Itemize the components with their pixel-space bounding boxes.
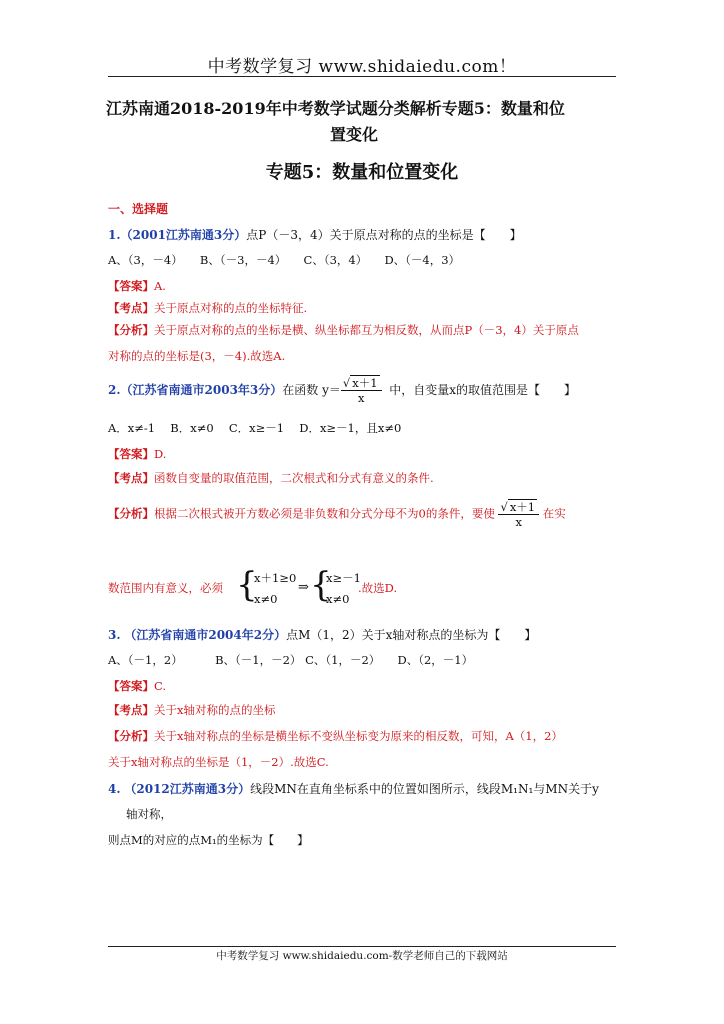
q4-question: 则点M的对应的点M₁的坐标为【 】 bbox=[108, 833, 309, 847]
q1-analysis bbox=[108, 322, 579, 338]
q2-conclusion: .故选D. bbox=[358, 581, 398, 595]
point-label: 【考点】 bbox=[108, 703, 154, 717]
analysis-text: 数范围内有意义，必须 bbox=[108, 581, 223, 595]
analysis-label: 【分析】 bbox=[108, 506, 154, 521]
q3-source: （江苏省南通市2004年2分） bbox=[124, 628, 287, 642]
sys1-line2: x≠0 bbox=[254, 592, 278, 606]
sqrt-expr: x＋1 bbox=[352, 376, 378, 390]
q2-point bbox=[108, 470, 434, 486]
q3-analysis-cont: 关于x轴对称点的坐标是（1，－2）.故选C. bbox=[108, 755, 329, 769]
answer-value: A. bbox=[154, 279, 166, 293]
sqrt-expr: x＋1 bbox=[509, 500, 536, 514]
footer-rule bbox=[108, 946, 616, 947]
q3-point bbox=[108, 702, 275, 718]
q4-source: （2012江苏南通3分） bbox=[124, 782, 251, 796]
q3-number: 3. bbox=[108, 628, 121, 642]
q3-answer bbox=[108, 678, 166, 694]
q2-fraction: $\frac{√ x+1}{x}$ bbox=[341, 376, 382, 405]
q1-point bbox=[108, 300, 307, 316]
answer-value: D. bbox=[154, 447, 167, 461]
question-1 bbox=[108, 226, 522, 243]
q1-options: A、（3，－4） B、（－3，－4） C、（3，4） D、（－4，3） bbox=[108, 253, 461, 267]
answer-label: 【答案】 bbox=[108, 447, 154, 461]
analysis-label: 【分析】 bbox=[108, 323, 154, 337]
q4-number: 4. bbox=[108, 782, 121, 796]
section-heading: 一、选择题 bbox=[108, 202, 169, 216]
q2-text-a: 在函数 bbox=[282, 383, 319, 397]
question-3 bbox=[108, 626, 536, 643]
q1-answer bbox=[108, 278, 166, 294]
brace-2: { bbox=[310, 565, 332, 605]
q2-text-b: 中，自变量x的取值范围是【 】 bbox=[389, 383, 576, 397]
q2-analysis bbox=[108, 500, 566, 529]
q1-text: 点P（－3，4）关于原点对称的点的坐标是【 】 bbox=[246, 228, 522, 242]
q2-analysis-cont bbox=[108, 580, 223, 596]
question-4 bbox=[108, 780, 599, 797]
doc-title: 江苏南通2018-2019年中考数学试题分类解析专题5：数量和位 bbox=[106, 99, 565, 118]
header-rule bbox=[108, 76, 616, 77]
q4-text: 线段MN在直角坐标系中的位置如图所示，线段M₁N₁与MN关于y bbox=[250, 782, 599, 796]
q2-func-y: y＝ bbox=[322, 383, 341, 397]
analysis-text: 关于原点对称的点的坐标是横、纵坐标都互为相反数，从而点P（－3，4）关于原点 bbox=[154, 323, 579, 337]
q4-text-cont: 轴对称， bbox=[126, 807, 172, 821]
sys2-line1: x≥－1 bbox=[326, 571, 361, 585]
denominator: x bbox=[515, 515, 523, 529]
q3-options: A、（－1，2） B、（－1，－2） C、（1，－2） D、（2，－1） bbox=[108, 653, 474, 667]
brace-1: { bbox=[236, 565, 258, 605]
analysis-text: 根据二次根式被开方数必须是非负数和分式分母不为0的条件，要使 bbox=[154, 506, 495, 521]
sys1-line1: x＋1≥0 bbox=[254, 571, 297, 585]
point-text: 关于x轴对称的点的坐标 bbox=[154, 703, 276, 717]
answer-value: C. bbox=[154, 679, 167, 693]
point-label: 【考点】 bbox=[108, 471, 154, 485]
doc-title-cont: 置变化 bbox=[330, 125, 379, 144]
point-label: 【考点】 bbox=[108, 301, 154, 315]
q1-analysis-cont: 对称的点的坐标是(3，－4).故选A. bbox=[108, 349, 286, 363]
topic-title: 专题5：数量和位置变化 bbox=[265, 162, 459, 183]
analysis-text-end: 在实 bbox=[542, 506, 566, 521]
page-header: 中考数学复习 www.shidaiedu.com！ bbox=[207, 57, 517, 77]
sys2-line2: x≠0 bbox=[326, 592, 350, 606]
q1-source: （2001江苏南通3分） bbox=[120, 228, 247, 242]
point-text: 关于原点对称的点的坐标特征. bbox=[154, 301, 308, 315]
page-footer: 中考数学复习 www.shidaiedu.com-数学老师自己的下载网站 bbox=[216, 950, 508, 962]
analysis-label: 【分析】 bbox=[108, 729, 154, 743]
q2-number: 2. bbox=[108, 383, 121, 397]
q2-analysis-fraction: $\frac{√ x+1}{x}$ bbox=[498, 500, 539, 529]
q1-number: 1. bbox=[108, 228, 121, 242]
implies-arrow: ⇒ bbox=[298, 580, 309, 595]
q3-analysis bbox=[108, 728, 563, 744]
answer-label: 【答案】 bbox=[108, 679, 154, 693]
denominator: x bbox=[357, 391, 365, 405]
analysis-text: 关于x轴对称点的坐标是横坐标不变纵坐标变为原来的相反数，可知，A（1，2） bbox=[154, 729, 563, 743]
point-text: 函数自变量的取值范围，二次根式和分式有意义的条件. bbox=[154, 471, 434, 485]
q2-options: A．x≠-1 B．x≠0 C．x≥－1 D．x≥－1，且x≠0 bbox=[108, 421, 402, 435]
question-2 bbox=[108, 376, 576, 405]
q2-source: （江苏省南通市2003年3分） bbox=[120, 383, 283, 397]
q3-text: 点M（1，2）关于x轴对称点的坐标为【 】 bbox=[286, 628, 537, 642]
q2-answer bbox=[108, 446, 166, 462]
answer-label: 【答案】 bbox=[108, 279, 154, 293]
